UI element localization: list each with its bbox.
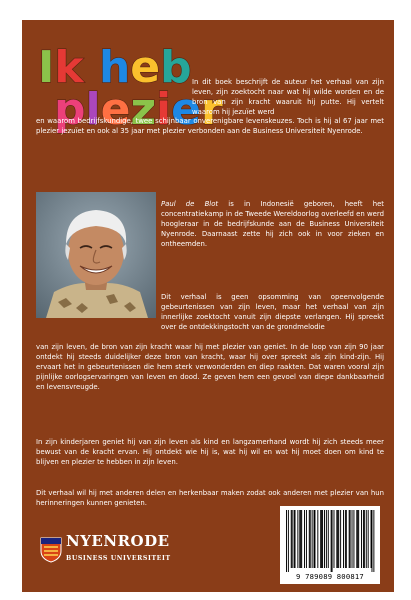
publisher-logo (40, 532, 180, 576)
title-line2: plezier (54, 84, 223, 135)
publisher-subtitle: BUSINESS UNIVERSITEIT (66, 555, 171, 562)
isbn-number: 9 789089 800817 (296, 572, 364, 581)
closing-paragraph: Dit verhaal wil hij met anderen delen en herkenbaar maken zodat ook anderen met plezier van hun herinneringen kunnen genieten. (36, 489, 384, 508)
author-portrait-icon (36, 192, 156, 318)
author-name: Paul de Blot (161, 200, 219, 208)
publisher-name: NYENRODE (66, 532, 170, 550)
barcode-bars (280, 506, 380, 572)
author-paragraph-text: is in Indonesië geboren, heeft het concentratiekamp in de Tweede Wereldoorlog overleefd en werd hoogleraar in de bedrijfskunde aan de Business Universiteit Nyenrode. Daarnaast zette hij zich ook in voor zieken en ontheemden. (161, 200, 385, 249)
intro-paragraph-full: en waarom bedrijfskundige, twee schijnbaar onverenigbare levenskeuzes. Toch is hij al 67 jaar met plezier jezuïet en ook al 35 jaar met plezier verbonden aan de Business Universiteit Nyenrode. (36, 117, 384, 136)
author-paragraph (161, 199, 384, 249)
title-line1: Ik heb (38, 42, 192, 93)
back-cover (22, 20, 394, 592)
intro-paragraph-right: In dit boek beschrijft de auteur het verhaal van zijn leven, zijn zoektocht naar wat hij wilde worden en de bron van zijn kracht waaruit hij putte. Hij vertelt waarom hij jezuïet werd (192, 78, 384, 117)
isbn-barcode (280, 506, 380, 584)
story-paragraph-right: Dit verhaal is geen opsomming van opeenvolgende gebeurtenissen van zijn leven, maar het verhaal van zijn innerlijke zoektocht vanuit zijn diepste verlangen. Hij spreekt over de ontdekkingstocht van de grondmelodie (161, 293, 384, 332)
crest-icon (40, 537, 62, 563)
childhood-paragraph: In zijn kinderjaren geniet hij van zijn leven als kind en langzamerhand wordt hij zich steeds meer bewust van de kracht ervan. Hij ontdekt wie hij is, wat hij wil en wat hij moet doen om kind te blijven en plezier te hebben in zijn leven. (36, 438, 384, 467)
author-photo (36, 192, 156, 318)
story-paragraph-full: van zijn leven, de bron van zijn kracht waar hij met plezier van geniet. In de loop van zijn 90 jaar ontdekt hij steeds duidelijker deze bron van kracht, waar hij over spreekt als zijn kind-zijn. Hij ervaart het in gebeurtenissen die hem sterk verwonderden en diep raakten. Dat waren vooral zijn pijnlijke oorlogservaringen van leven en dood. Ze geven hem een gevoel van diepe dankbaarheid en levensvreugde. (36, 343, 384, 392)
